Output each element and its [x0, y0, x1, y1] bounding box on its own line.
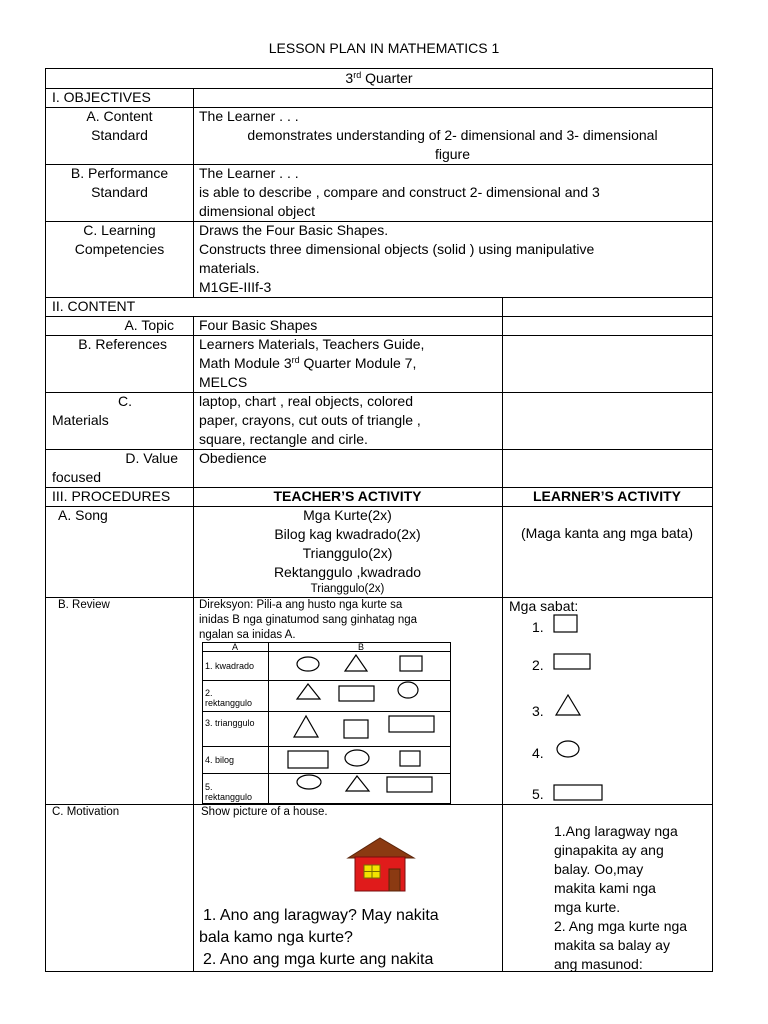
motivation-question-2: 2. Ano ang mga kurte ang nakita — [203, 951, 434, 968]
answers-title: Mga sabat: — [509, 598, 579, 614]
item-rektanggulo-2: rektanggulo — [205, 792, 253, 802]
topic-label: A. Topic — [124, 317, 174, 333]
content-standard-line-2: demonstrates understanding of 2- dimensional and 3- dimensional — [247, 127, 658, 143]
song-line-4: Rektanggulo ,kwadrado — [273, 564, 422, 580]
square-shape — [400, 751, 420, 766]
document-title: LESSON PLAN IN MATHEMATICS 1 — [268, 40, 500, 56]
review-direction-3: ngalan sa inidas A. — [199, 629, 296, 641]
motivation-question-1b: bala kamo nga kurte? — [199, 929, 353, 946]
answer-4-number: 4. — [532, 745, 544, 761]
competency-line-1: Draws the Four Basic Shapes. — [199, 222, 389, 238]
rectangle-shape — [288, 751, 328, 768]
triangle-shape — [345, 655, 367, 671]
topic-value: Four Basic Shapes — [199, 317, 318, 333]
materials-line-2: paper, crayons, cut outs of triangle , — [199, 412, 421, 428]
column-a-header: A — [232, 642, 239, 652]
square-shape — [400, 656, 422, 671]
motivation-label: C. Motivation — [52, 806, 120, 818]
value-label-2: focused — [52, 469, 102, 485]
item-2-number: 2. — [205, 688, 213, 698]
learning-competencies-label: C. Learning Competencies — [74, 222, 165, 257]
answer-1-number: 1. — [532, 619, 544, 635]
motivation-answer-4: makita kami nga — [554, 880, 656, 896]
materials-label-letter: C. — [118, 393, 132, 409]
answer-square-shape — [554, 615, 577, 632]
answer-triangle-shape — [556, 695, 580, 715]
song-line-2: Bilog kag kwadrado(2x) — [274, 526, 421, 542]
competency-line-2: Constructs three dimensional objects (solid ) using manipulative — [199, 241, 595, 257]
rectangle-shape — [387, 777, 432, 792]
house-roof — [348, 838, 414, 858]
item-trianggulo: 3. trianggulo — [205, 718, 255, 728]
review-direction-2: inidas B nga ginatumod sang ginhatag nga — [199, 614, 418, 626]
objectives-heading: I. OBJECTIVES — [52, 89, 151, 105]
content-standard-label: A. Content Standard — [86, 108, 153, 143]
competency-line-3: materials. — [199, 260, 260, 276]
answer-rectangle-shape — [554, 654, 590, 669]
performance-standard-line-1: The Learner . . . — [199, 165, 299, 181]
references-line-1: Learners Materials, Teachers Guide, — [199, 336, 425, 352]
triangle-shape — [346, 776, 369, 791]
circle-shape — [297, 775, 321, 789]
rectangle-shape — [339, 686, 374, 701]
answer-shapes — [551, 614, 651, 804]
materials-line-3: square, rectangle and cirle. — [199, 431, 368, 447]
song-line-1: Mga Kurte(2x) — [303, 507, 392, 523]
quarter-heading: 3rd Quarter — [345, 70, 413, 86]
song-line-3: Trianggulo(2x) — [302, 545, 393, 561]
value-label: D. Value — [125, 450, 178, 466]
song-learner-response: (Maga kanta ang mga bata) — [521, 525, 693, 541]
answer-5-number: 5. — [532, 786, 544, 802]
competency-code: M1GE-IIIf-3 — [199, 279, 272, 295]
content-heading: II. CONTENT — [52, 298, 136, 314]
procedures-heading: III. PROCEDURES — [52, 488, 171, 504]
item-rektanggulo: rektanggulo — [205, 698, 253, 708]
answer-circle-shape — [557, 741, 579, 757]
item-5-number: 5. — [205, 782, 213, 792]
references-label: B. References — [78, 336, 167, 352]
teacher-activity-header: TEACHER’S ACTIVITY — [273, 488, 422, 504]
motivation-question-1: 1. Ano ang laragway? May nakita — [203, 907, 439, 924]
review-direction-1: Direksyon: Pili-a ang husto nga kurte sa — [199, 599, 403, 611]
content-standard-line-3: figure — [434, 146, 471, 162]
learner-activity-header: LEARNER’S ACTIVITY — [532, 488, 682, 504]
rectangle-shape — [389, 716, 434, 732]
circle-shape — [398, 682, 418, 698]
references-line-2: Math Module 3rd Quarter Module 7, — [199, 355, 417, 371]
house-picture — [346, 836, 416, 894]
circle-shape — [345, 750, 369, 766]
triangle-shape — [294, 716, 318, 737]
performance-standard-label: B. Performance Standard — [70, 165, 169, 200]
materials-label: Materials — [52, 412, 109, 428]
lesson-plan-table — [45, 68, 713, 972]
motivation-answer-1: 1.Ang laragway nga — [554, 823, 678, 839]
circle-shape — [297, 657, 319, 671]
motivation-answer-8: ang masunod: — [554, 956, 643, 972]
triangle-shape — [297, 684, 320, 699]
motivation-answer-2: ginapakita ay ang — [554, 842, 664, 858]
song-line-5: Trianggulo(2x) — [310, 583, 385, 595]
performance-standard-line-2: is able to describe , compare and construct 2- dimensional and 3 — [199, 184, 600, 200]
answer-3-number: 3. — [532, 703, 544, 719]
item-kwadrado: 1. kwadrado — [205, 661, 255, 671]
motivation-answer-3: balay. Oo,may — [554, 861, 644, 877]
column-b-header: B — [358, 642, 365, 652]
square-shape — [344, 720, 368, 738]
item-bilog: 4. bilog — [205, 755, 235, 765]
references-line-3: MELCS — [199, 374, 248, 390]
motivation-instruction: Show picture of a house. — [201, 806, 328, 818]
motivation-answer-5: mga kurte. — [554, 899, 621, 915]
motivation-answer-6: 2. Ang mga kurte nga — [554, 918, 688, 934]
song-label: A. Song — [58, 507, 108, 523]
house-door — [389, 869, 400, 891]
motivation-answer-7: makita sa balay ay — [554, 937, 670, 953]
review-label: B. Review — [58, 599, 110, 611]
answer-rectangle-shape-2 — [554, 785, 602, 800]
answer-2-number: 2. — [532, 657, 544, 673]
materials-line-1: laptop, chart , real objects, colored — [199, 393, 414, 409]
performance-standard-line-3: dimensional object — [199, 203, 315, 219]
content-standard-line-1: The Learner . . . — [199, 108, 299, 124]
value-focused: Obedience — [199, 450, 267, 466]
